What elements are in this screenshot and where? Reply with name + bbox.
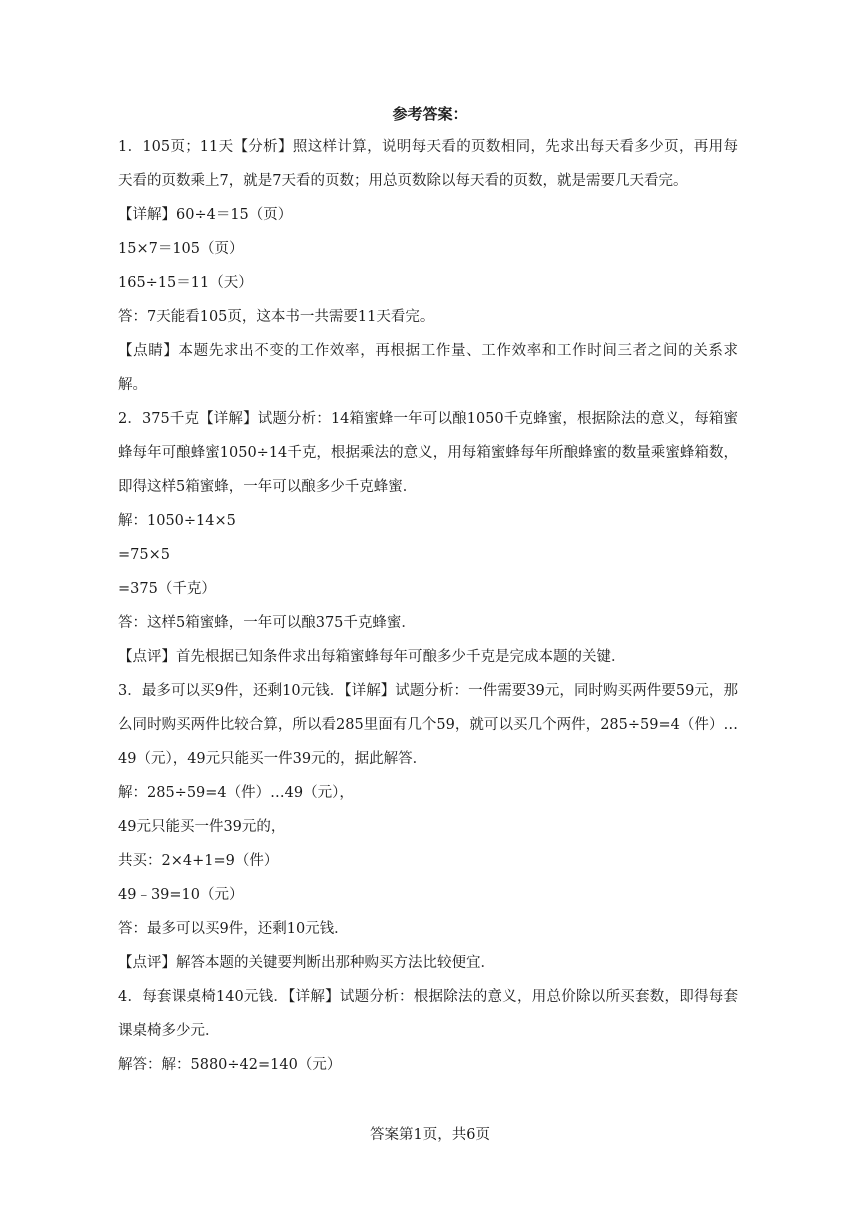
answer-2-comment: 【点评】首先根据已知条件求出每箱蜜蜂每年可酿多少千克是完成本题的关键． [118, 649, 626, 665]
answer-4-analysis: 4．每套课桌椅140元钱．【详解】试题分析：根据除法的意义，用总价除以所买套数，即得每套课桌椅多少元． [118, 989, 738, 1039]
answer-3-step-2: 49元只能买一件39元的， [118, 819, 286, 835]
page-footer: 答案第1页，共6页 [370, 1127, 490, 1143]
answer-1-result: 答：7天能看105页，这本书一共需要11天看完。 [118, 309, 435, 325]
answer-content [118, 130, 738, 1082]
answer-4-solution: 解答：解：5880÷42=140（元） [118, 1057, 342, 1073]
answer-1-step-2: 15×7＝105（页） [118, 241, 244, 257]
answer-1-analysis: 1．105页；11天【分析】照这样计算，说明每天看的页数相同，先求出每天看多少页，再用每天看的页数乘上7，就是7天看的页数；用总页数除以每天看的页数，就是需要几天看完。 [118, 139, 738, 189]
answer-2-step-2: =75×5 [118, 547, 170, 563]
answer-3-step-3: 共买：2×4+1=9（件） [118, 853, 279, 869]
page-title: 参考答案： [392, 105, 468, 123]
answer-2-solution: 解：1050÷14×5 [118, 513, 236, 529]
answer-2-result: 答：这样5箱蜜蜂，一年可以酿375千克蜂蜜． [118, 615, 416, 631]
answer-1-step-3: 165÷15＝11（天） [118, 275, 253, 291]
answer-3-analysis: 3．最多可以买9件，还剩10元钱．【详解】试题分析：一件需要39元，同时购买两件要59元，那么同时购买两件比较合算，所以看285里面有几个59，就可以买几个两件，285÷59=4（件）…49（元），49元只能买一件39元的，据此解答． [118, 683, 738, 767]
answer-3-result: 答：最多可以买9件，还剩10元钱． [118, 921, 349, 937]
answer-1-comment: 【点睛】本题先求出不变的工作效率，再根据工作量、工作效率和工作时间三者之间的关系求解。 [118, 343, 738, 393]
answer-2-analysis: 2．375千克【详解】试题分析：14箱蜜蜂一年可以酿1050千克蜂蜜，根据除法的意义，每箱蜜蜂每年可酿蜂蜜1050÷14千克，根据乘法的意义，用每箱蜜蜂每年所酿蜂蜜的数量乘蜜蜂箱数，即得这样5箱蜜蜂，一年可以酿多少千克蜂蜜． [118, 411, 738, 495]
answer-1-detail: 【详解】60÷4＝15（页） [118, 207, 293, 223]
answer-3-step-4: 49﹣39=10（元） [118, 887, 244, 903]
answer-2-step-3: =375（千克） [118, 581, 216, 597]
answer-3-solution: 解：285÷59=4（件）…49（元）， [118, 785, 354, 801]
answer-3-comment: 【点评】解答本题的关键要判断出那种购买方法比较便宜． [118, 955, 495, 971]
